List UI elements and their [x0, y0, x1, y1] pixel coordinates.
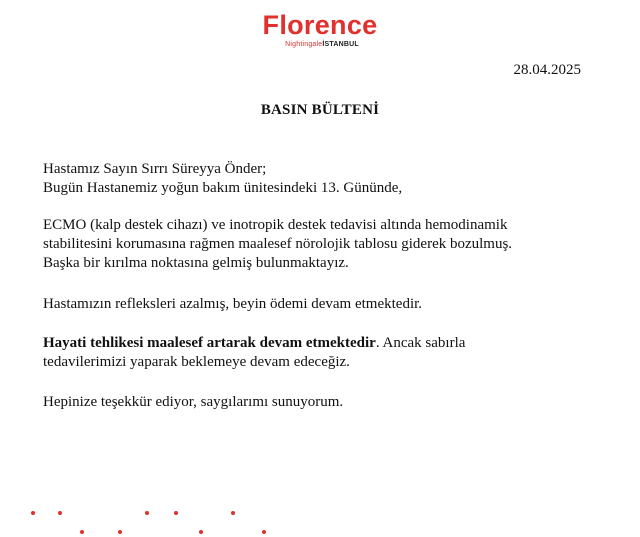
treatment-line-3: Başka bir kırılma noktasına gelmiş bulunmaktayız.	[43, 255, 349, 271]
decorative-dots	[0, 500, 640, 537]
decorative-dot	[118, 530, 122, 534]
treatment-line-2: stabilitesini korumasına rağmen maalesef nörolojik tablosu giderek bozulmuş.	[43, 236, 513, 252]
treatment-line-1: ECMO (kalp destek cihazı) ve inotropik destek tedavisi altında hemodinamik	[43, 217, 508, 233]
paragraph-greeting	[43, 160, 603, 198]
decorative-dot	[174, 511, 178, 515]
condition-line-2: tedavilerimizi yaparak beklemeye devam edeceğiz.	[43, 354, 350, 370]
condition-bold-text: Hayati tehlikesi maalesef artarak devam etmektedir	[43, 335, 376, 351]
decorative-dot	[262, 530, 266, 534]
greeting-line-2: Bugün Hastanemiz yoğun bakım ünitesindeki 13. Gününde,	[43, 180, 403, 196]
logo-wordmark: Florence	[262, 10, 378, 40]
decorative-dot	[145, 511, 149, 515]
decorative-dot	[231, 511, 235, 515]
decorative-dot	[199, 530, 203, 534]
decorative-dot	[80, 530, 84, 534]
paragraph-condition	[43, 334, 603, 372]
paragraph-reflexes	[43, 295, 603, 314]
logo-subtitle-nightingale: Nightingale	[285, 41, 323, 48]
logo-subtitle-city: İSTANBUL	[322, 41, 359, 48]
paragraph-closing	[43, 393, 603, 412]
closing-line: Hepinize teşekkür ediyor, saygılarımı sunuyorum.	[43, 394, 344, 410]
document-title: BASIN BÜLTENİ	[260, 102, 380, 118]
hospital-logo	[0, 10, 640, 50]
logo-subtitle	[4, 40, 640, 50]
reflexes-line: Hastamızın refleksleri azalmış, beyin ödemi devam etmektedir.	[43, 296, 423, 312]
greeting-line-1: Hastamız Sayın Sırrı Süreyya Önder;	[43, 161, 267, 177]
decorative-dot	[31, 511, 35, 515]
document-date: 28.04.2025	[513, 62, 581, 78]
condition-line-1-rest: . Ancak sabırla	[375, 335, 466, 351]
paragraph-treatment	[43, 216, 603, 273]
decorative-dot	[58, 511, 62, 515]
